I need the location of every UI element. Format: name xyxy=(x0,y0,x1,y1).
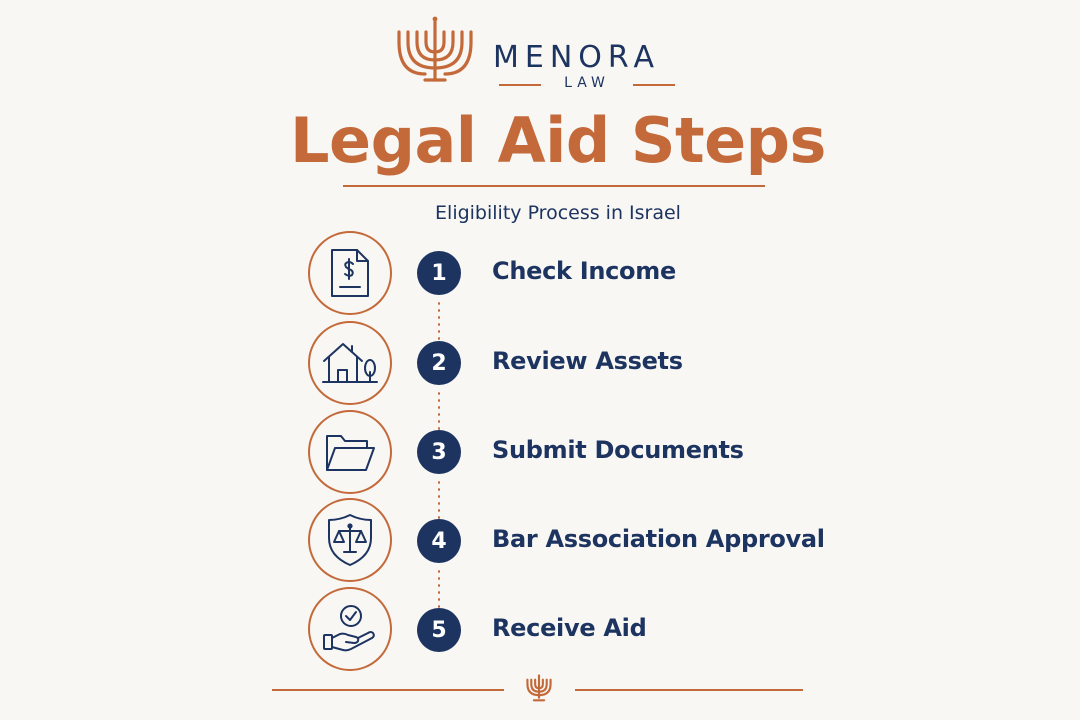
menorah-logo-icon xyxy=(395,14,475,84)
title-divider xyxy=(343,185,765,187)
step-1-number: 1 xyxy=(417,251,461,295)
page-title: Legal Aid Steps xyxy=(290,104,826,177)
step-1-icon-circle xyxy=(308,231,392,315)
invoice-dollar-icon xyxy=(327,247,373,299)
step-3-icon-circle xyxy=(308,410,392,494)
step-1-label: Check Income xyxy=(492,257,676,285)
shield-scales-icon xyxy=(325,512,375,568)
brand-logo xyxy=(395,12,695,91)
brand-name: MENORA xyxy=(493,40,661,75)
brand-sub: LAW xyxy=(564,75,610,91)
step-5-number: 5 xyxy=(417,608,461,652)
step-5-icon-circle xyxy=(308,587,392,671)
step-4-icon-circle xyxy=(308,498,392,582)
step-2-number: 2 xyxy=(417,341,461,385)
menorah-footer-icon xyxy=(521,672,557,702)
step-4-number: 4 xyxy=(417,519,461,563)
house-tree-icon xyxy=(321,340,379,386)
step-3-label: Submit Documents xyxy=(492,436,744,464)
step-connector-2 xyxy=(438,390,440,430)
page-subtitle: Eligibility Process in Israel xyxy=(435,202,681,224)
step-connector-1 xyxy=(438,300,440,340)
folder-icon xyxy=(323,430,377,474)
step-connector-3 xyxy=(438,479,440,519)
footer-divider-left xyxy=(272,689,504,691)
brand-divider-right xyxy=(633,84,675,86)
step-2-icon-circle xyxy=(308,321,392,405)
step-4-label: Bar Association Approval xyxy=(492,525,825,553)
brand-divider-left xyxy=(499,84,541,86)
step-2-label: Review Assets xyxy=(492,347,683,375)
footer-divider-right xyxy=(575,689,803,691)
step-3-number: 3 xyxy=(417,430,461,474)
step-connector-4 xyxy=(438,568,440,608)
step-5-label: Receive Aid xyxy=(492,614,647,642)
hand-checkmark-icon xyxy=(321,603,379,655)
